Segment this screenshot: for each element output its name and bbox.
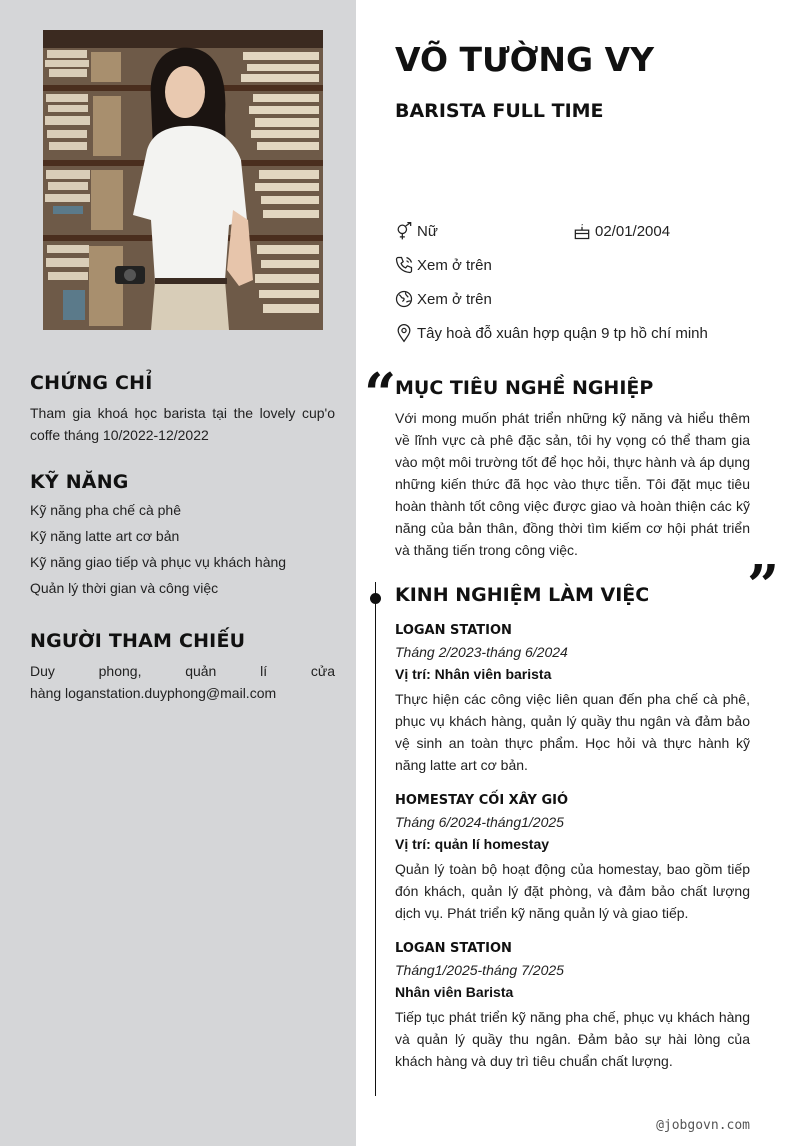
- experience-title: KINH NGHIỆM LÀM VIỆC: [395, 584, 650, 606]
- references-word: lí: [260, 663, 268, 679]
- main-column: [356, 0, 790, 1146]
- timeline-line: [375, 582, 376, 1096]
- skill-item: Kỹ năng giao tiếp và phục vụ khách hàng: [30, 554, 287, 570]
- experience-item: [395, 793, 750, 924]
- references-word: quản: [185, 663, 217, 679]
- info-birthday: [572, 221, 670, 241]
- experience-item: [395, 941, 750, 1072]
- experience-company: LOGAN STATION: [395, 941, 512, 956]
- candidate-name: VÕ TƯỜNG VY: [395, 40, 655, 79]
- references-word: Duy: [30, 663, 55, 679]
- skill-item: Quản lý thời gian và công việc: [30, 580, 219, 596]
- phone-icon: [394, 255, 414, 275]
- references-word: phong,: [98, 663, 142, 679]
- cake-icon: [572, 221, 592, 241]
- info-gender: [394, 221, 438, 241]
- objective-text: Với mong muốn phát triển những kỹ năng và hiểu thêm về lĩnh vực cà phê đặc sản, tôi hy vọng có thể tham gia vào một môi trường tốt để học hỏi, thực hành và áp dụng những kiến thức đã học vào thực tiễn. Tôi đặt mục tiêu hoàn thành tốt công việc được giao và hoàn thiện các kỹ năng của bản thân, đồng thời tìm kiếm cơ hội phát triển và thăng tiến trong công việc.: [395, 410, 750, 558]
- references-line-1: [30, 660, 335, 682]
- experience-role: Vị trí: Nhân viên barista: [395, 666, 552, 682]
- skills-section: [30, 471, 335, 601]
- references-title: NGƯỜI THAM CHIẾU: [30, 630, 246, 652]
- skill-item: Kỹ năng pha chế cà phê: [30, 502, 182, 518]
- info-phone: [394, 255, 492, 275]
- profile-photo: [43, 30, 323, 330]
- objective-title: MỤC TIÊU NGHỀ NGHIỆP: [395, 377, 654, 399]
- experience-company: HOMESTAY CỐI XÂY GIÓ: [395, 793, 569, 808]
- experience-description: Thực hiện các công việc liên quan đến pha chế cà phê, phục vụ khách hàng, quản lý quầy thu ngân và đảm bảo vệ sinh an toàn thực phẩm. Học hỏi và thực hành kỹ năng latte art cơ bản.: [395, 691, 750, 773]
- skill-item: Kỹ năng latte art cơ bản: [30, 528, 180, 544]
- experience-role: Nhân viên Barista: [395, 984, 514, 1000]
- certificates-text: Tham gia khoá học barista tại the lovely cup'o coffe tháng 10/2022-12/2022: [30, 405, 335, 443]
- experience-date: Tháng 6/2024-tháng1/2025: [395, 814, 564, 830]
- references-text: [30, 660, 335, 704]
- watermark: @jobgovn.com: [656, 1118, 750, 1133]
- birthday-value: 02/01/2004: [595, 222, 671, 240]
- experience-role: Vị trí: quản lí homestay: [395, 836, 550, 852]
- candidate-position: BARISTA FULL TIME: [395, 100, 604, 122]
- phone-value: Xem ở trên: [417, 256, 492, 274]
- references-line-2: hàng loganstation.duyphong@mail.com: [30, 685, 277, 701]
- experience-description: Quản lý toàn bộ hoạt động của homestay, bao gồm tiếp đón khách, quản lý đặt phòng, và đảm bảo chất lượng dịch vụ. Phát triển kỹ năng quản lý và giao tiếp.: [395, 861, 750, 921]
- experience-date: Tháng1/2025-tháng 7/2025: [395, 962, 564, 978]
- experience-company: LOGAN STATION: [395, 623, 512, 638]
- location-pin-icon: [394, 323, 414, 343]
- close-quote-icon: ”: [747, 553, 780, 619]
- address-value: Tây hoà đỗ xuân hợp quận 9 tp hồ chí minh: [417, 324, 708, 342]
- timeline-dot: [370, 593, 381, 604]
- experience-date: Tháng 2/2023-tháng 6/2024: [395, 644, 568, 660]
- info-website: [394, 289, 492, 309]
- gender-value: Nữ: [417, 222, 438, 240]
- certificates-title: CHỨNG CHỈ: [30, 372, 153, 394]
- skills-title: KỸ NĂNG: [30, 471, 129, 493]
- sidebar: [0, 0, 356, 1146]
- info-address: [394, 323, 708, 343]
- experience-description: Tiếp tục phát triển kỹ năng pha chế, phục vụ khách hàng và quản lý quầy thu ngân. Đảm bảo sự hài lòng của khách hàng và duy trì tiêu chuẩn chất lượng.: [395, 1009, 750, 1069]
- globe-icon: [394, 289, 414, 309]
- references-word: cửa: [310, 663, 335, 679]
- website-value: Xem ở trên: [417, 290, 492, 308]
- gender-icon: [394, 221, 414, 241]
- experience-item: [395, 623, 750, 776]
- profile-photo-image: [43, 30, 323, 330]
- references-section: [30, 630, 335, 704]
- open-quote-icon: “: [364, 361, 397, 427]
- certificates-section: [30, 372, 335, 446]
